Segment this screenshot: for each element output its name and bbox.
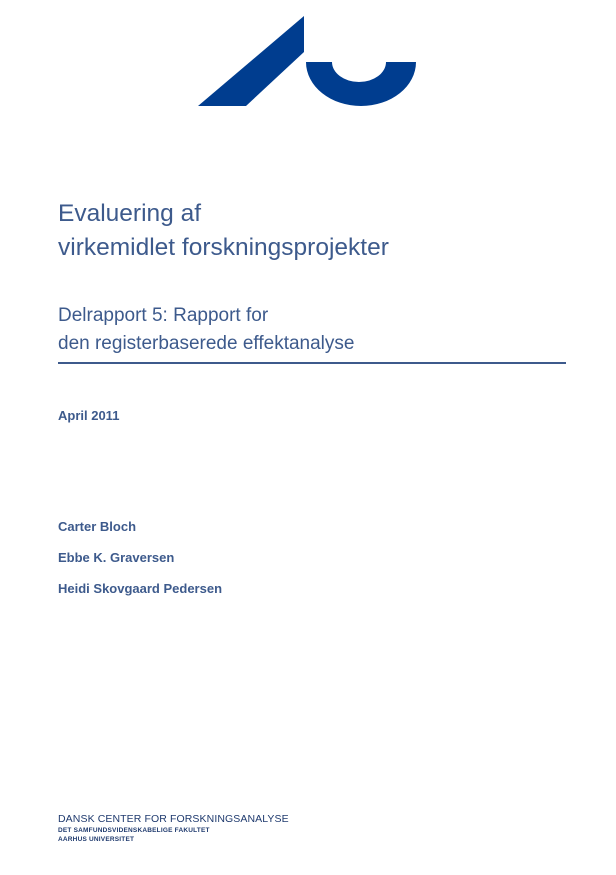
- document-subtitle: [58, 302, 578, 358]
- publisher-footer: [58, 813, 289, 844]
- document-title: [58, 197, 578, 265]
- document-title-line-1: Evaluering af: [58, 200, 202, 227]
- document-subtitle-line-2: den registerbaserede effektanalyse: [58, 333, 355, 354]
- aarhus-university-logo-icon: [196, 14, 418, 108]
- publisher-faculty: DET SAMFUNDSVIDENSKABELIGE FAKULTET: [58, 827, 210, 834]
- publication-date: April 2011: [58, 408, 120, 423]
- author-name: Carter Bloch: [58, 519, 137, 534]
- author-list: [58, 519, 222, 612]
- author-name: Heidi Skovgaard Pedersen: [58, 581, 223, 596]
- document-title-line-2: virkemidlet forskningsprojekter: [58, 234, 389, 261]
- publisher-name: DANSK CENTER FOR FORSKNINGSANALYSE: [58, 813, 289, 825]
- title-divider: [58, 362, 566, 364]
- author-name: Ebbe K. Graversen: [58, 550, 175, 565]
- publisher-university: AARHUS UNIVERSITET: [58, 836, 135, 843]
- document-subtitle-line-1: Delrapport 5: Rapport for: [58, 305, 269, 326]
